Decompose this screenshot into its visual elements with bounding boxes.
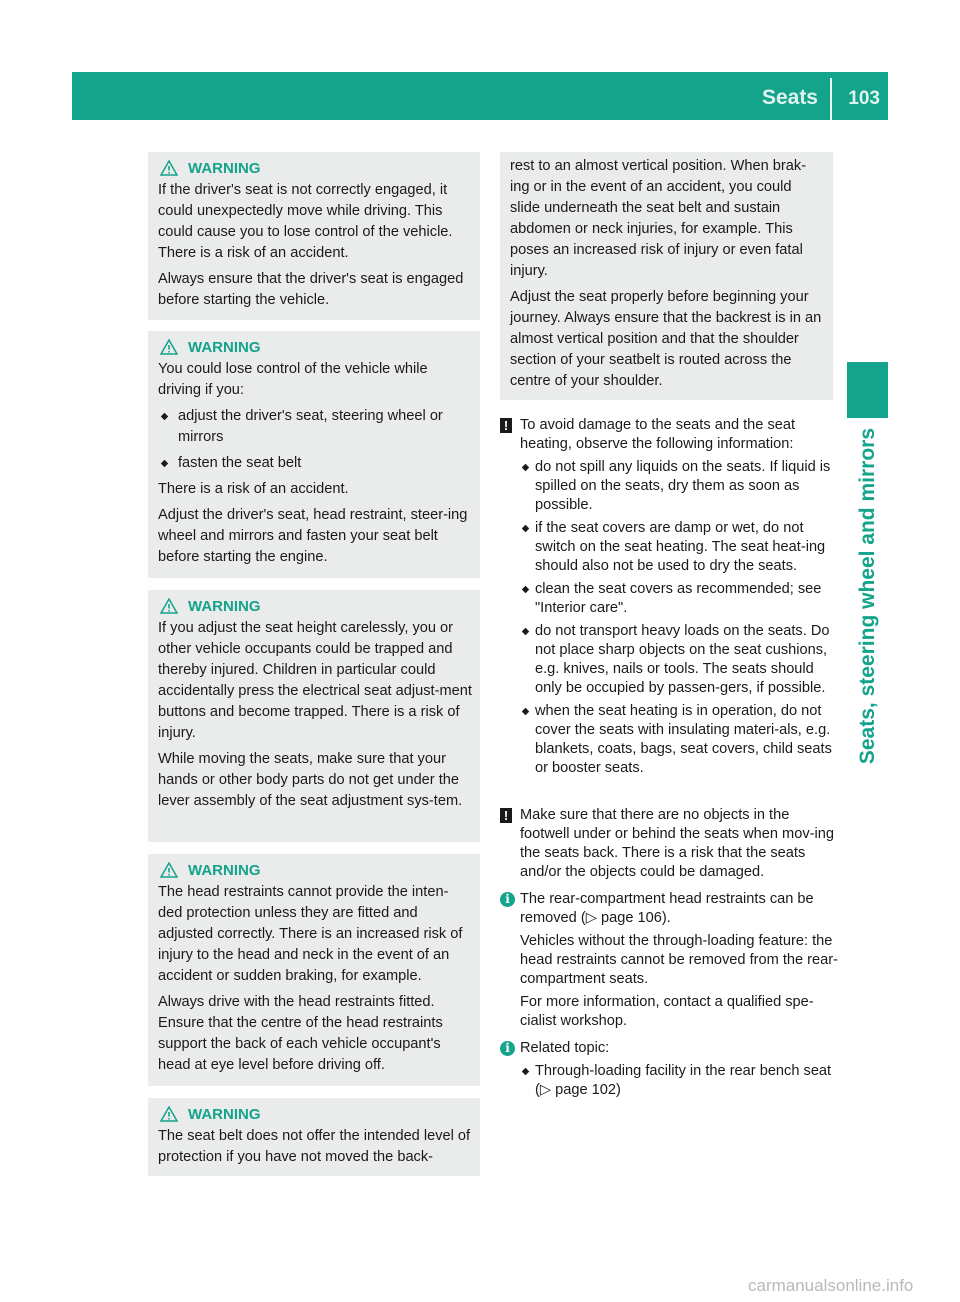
note-text: Vehicles without the through-loading feature: the head restraints cannot be removed from the rear-compartment seats. (520, 933, 838, 987)
list-item: clean the seat covers as recommended; see "Interior care". (500, 580, 840, 618)
warning-heading: WARNING (160, 594, 472, 618)
list-item: do not transport heavy loads on the seats. Do not place sharp objects on the seat cushions, e.g. knives, nails or tools. The seats should only be occupied by passen-gers, if possible. (500, 622, 840, 698)
warning-box-5 (148, 1098, 480, 1176)
exclamation-icon: ! (500, 808, 512, 823)
warning-heading: WARNING (160, 335, 472, 359)
info-icon: i (500, 892, 515, 907)
warning-continued (500, 152, 833, 400)
warning-triangle-icon (160, 862, 178, 878)
warning-text: If the driver's seat is not correctly engaged, it could unexpectedly move while driving. This could cause you to lose control of the vehicle. There is a risk of an accident. (158, 182, 453, 261)
note-text: Make sure that there are no objects in the footwell under or behind the seats when mov-ing the seats back. There is a risk that the seats and/or the objects could be damaged. (520, 807, 834, 880)
warning-text: While moving the seats, make sure that your hands or other body parts do not get under the lever assembly of the seat adjustment sys-tem. (158, 751, 463, 809)
warning-text: Always drive with the head restraints fitted. Ensure that the centre of the head restraints support the back of each vehicle occupant's head at eye level before driving off. (158, 994, 443, 1073)
footwell-note (500, 806, 840, 882)
warning-heading: WARNING (160, 858, 472, 882)
list-item: fasten the seat belt (158, 453, 472, 474)
warning-box-1 (148, 152, 480, 320)
warning-text: Adjust the seat properly before beginning your journey. Always ensure that the backrest is in an almost vertical position and that the shoulder section of your seatbelt is routed across the centre of your shoulder. (510, 289, 822, 389)
watermark: carmanualsonline.info (748, 1276, 914, 1295)
header-divider (830, 78, 832, 120)
header-bar (72, 72, 888, 120)
warning-heading: WARNING (160, 156, 472, 180)
warning-text: The seat belt does not offer the intended level of protection if you have not moved the back- (158, 1128, 471, 1165)
warning-box-3 (148, 590, 480, 842)
list-item: if the seat covers are damp or wet, do not switch on the seat heating. The seat heat-ing should also not be used to dry the seats. (500, 519, 840, 576)
warning-text: rest to an almost vertical position. When brak-ing or in the event of an accident, you could slide underneath the seat belt and sustain abdomen or neck injuries, for example. This poses an increased risk of injury or even fatal injury. (510, 158, 807, 279)
list-item: adjust the driver's seat, steering wheel or mirrors (158, 406, 472, 448)
section-title: Seats (761, 86, 818, 109)
note-text: To avoid damage to the seats and the seat heating, observe the following information: (520, 417, 796, 452)
side-tab-label: Seats, steering wheel and mirrors (856, 428, 879, 765)
exclamation-icon: ! (500, 418, 512, 433)
warning-triangle-icon (160, 339, 178, 355)
note-text: Related topic: (520, 1040, 610, 1056)
note-text: For more information, contact a qualified spe-cialist workshop. (520, 994, 814, 1029)
list-item: do not spill any liquids on the seats. If liquid is spilled on the seats, dry them as soon as possible. (500, 458, 840, 515)
warning-text: The head restraints cannot provide the inten-ded protection unless they are fitted and adjusted correctly. There is an increased risk of injury to the head and neck in the event of an accident or sudden braking, for example. (158, 884, 463, 984)
warning-box-2 (148, 331, 480, 578)
page-number: 103 (848, 88, 880, 109)
side-tab-marker (847, 362, 888, 418)
warning-text: Always ensure that the driver's seat is engaged before starting the vehicle. (158, 271, 464, 308)
warning-text: There is a risk of an accident. (158, 481, 349, 497)
damage-note (500, 416, 840, 778)
warning-heading: WARNING (160, 1102, 472, 1126)
warning-box-4 (148, 854, 480, 1086)
info-icon: i (500, 1041, 515, 1056)
warning-triangle-icon (160, 160, 178, 176)
warning-text: You could lose control of the vehicle while driving if you: (158, 361, 428, 398)
note-text: The rear-compartment head restraints can be removed (▷ page 106). (520, 891, 814, 926)
list-item: Through-loading facility in the rear bench seat (▷ page 102) (500, 1062, 840, 1100)
info-note-1 (500, 890, 840, 1031)
side-tab (850, 428, 886, 808)
info-note-2 (500, 1039, 840, 1100)
warning-text: If you adjust the seat height carelessly, you or other vehicle occupants could be trapped and thereby injured. Children in particular could accidentally press the electrical seat adjust-ment buttons and become trapped. There is a risk of injury. (158, 620, 472, 741)
warning-text: Adjust the driver's seat, head restraint, steer-ing wheel and mirrors and fasten your seat belt before starting the engine. (158, 507, 468, 565)
list-item: when the seat heating is in operation, do not cover the seats with insulating materi-als, e.g. blankets, coats, bags, seat covers, child seats or booster seats. (500, 702, 840, 778)
warning-triangle-icon (160, 1106, 178, 1122)
warning-triangle-icon (160, 598, 178, 614)
